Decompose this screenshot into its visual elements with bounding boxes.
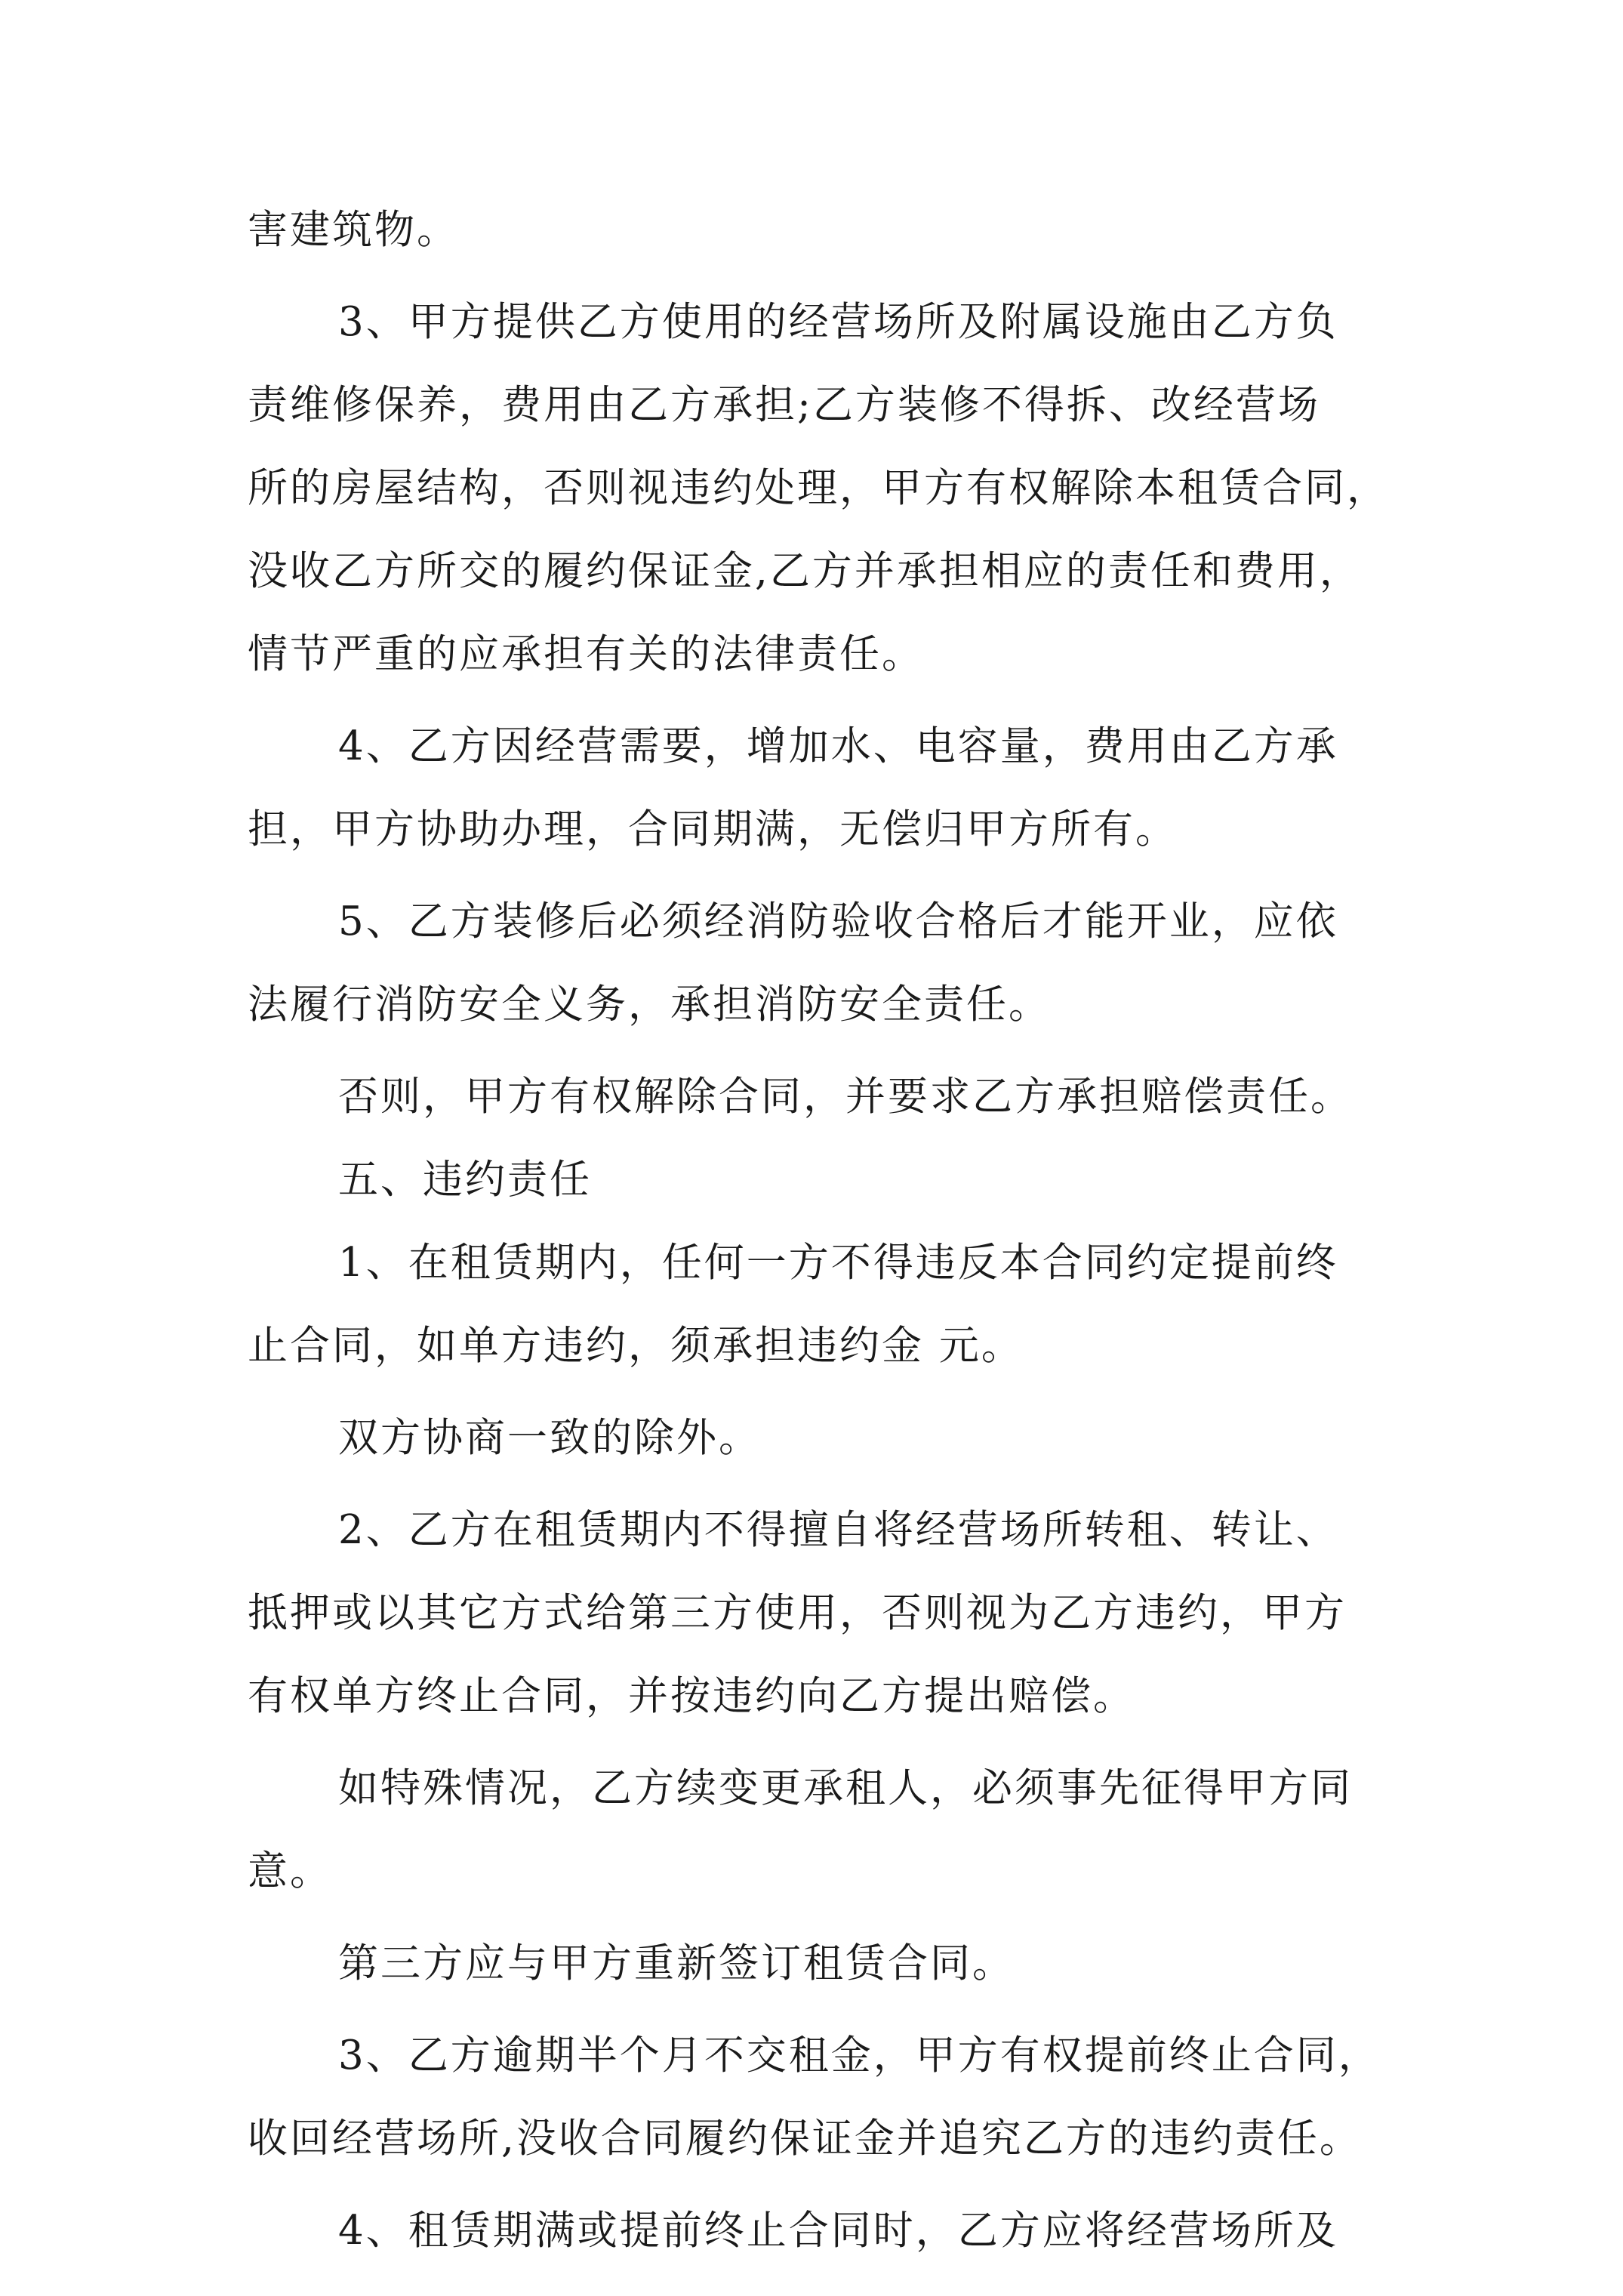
text-line: 3、乙方逾期半个月不交租金，甲方有权提前终止合同， [338, 2032, 1381, 2079]
text-line: 所的房屋结构，否则视违约处理，甲方有权解除本租赁合同， [248, 465, 1389, 511]
text-line: 害建筑物。 [248, 207, 459, 253]
text-line: 第三方应与甲方重新签订租赁合同。 [338, 1940, 1015, 1986]
text-line: 2、乙方在租赁期内不得擅自将经营场所转租、转让、 [338, 1507, 1338, 1553]
text-line: 5、乙方装修后必须经消防验收合格后才能开业，应依 [338, 898, 1338, 945]
text-line: 收回经营场所,没收合同履约保证金并追究乙方的违约责任。 [248, 2116, 1362, 2162]
text-line: 1、在租赁期内，任何一方不得违反本合同约定提前终 [338, 1240, 1338, 1286]
text-line: 担，甲方协助办理，合同期满，无偿归甲方所有。 [248, 806, 1178, 852]
document-body [248, 189, 1403, 2273]
text-line: 法履行消防安全义务，承担消防安全责任。 [248, 982, 1051, 1028]
text-line: 否则，甲方有权解除合同，并要求乙方承担赔偿责任。 [338, 1074, 1353, 1120]
text-line: 4、乙方因经营需要，增加水、电容量，费用由乙方承 [338, 723, 1338, 769]
text-line: 抵押或以其它方式给第三方使用，否则视为乙方违约，甲方 [248, 1590, 1347, 1636]
text-line: 有权单方终止合同，并按违约向乙方提出赔偿。 [248, 1673, 1135, 1719]
text-line: 责维修保养，费用由乙方承担;乙方装修不得拆、改经营场 [248, 382, 1320, 428]
text-line: 4、租赁期满或提前终止合同时，乙方应将经营场所及 [338, 2208, 1338, 2254]
section-heading: 五、违约责任 [338, 1157, 592, 1203]
text-line: 意。 [248, 1848, 332, 1894]
text-line: 3、甲方提供乙方使用的经营场所及附属设施由乙方负 [338, 299, 1338, 345]
text-line: 止合同，如单方违约，须承担违约金 元。 [248, 1323, 1024, 1369]
text-line: 如特殊情况，乙方续变更承租人，必须事先征得甲方同 [338, 1765, 1353, 1811]
text-line: 双方协商一致的除外。 [338, 1415, 761, 1461]
text-line: 没收乙方所交的履约保证金,乙方并承担相应的责任和费用， [248, 548, 1362, 594]
text-line: 情节严重的应承担有关的法律责任。 [248, 631, 924, 677]
